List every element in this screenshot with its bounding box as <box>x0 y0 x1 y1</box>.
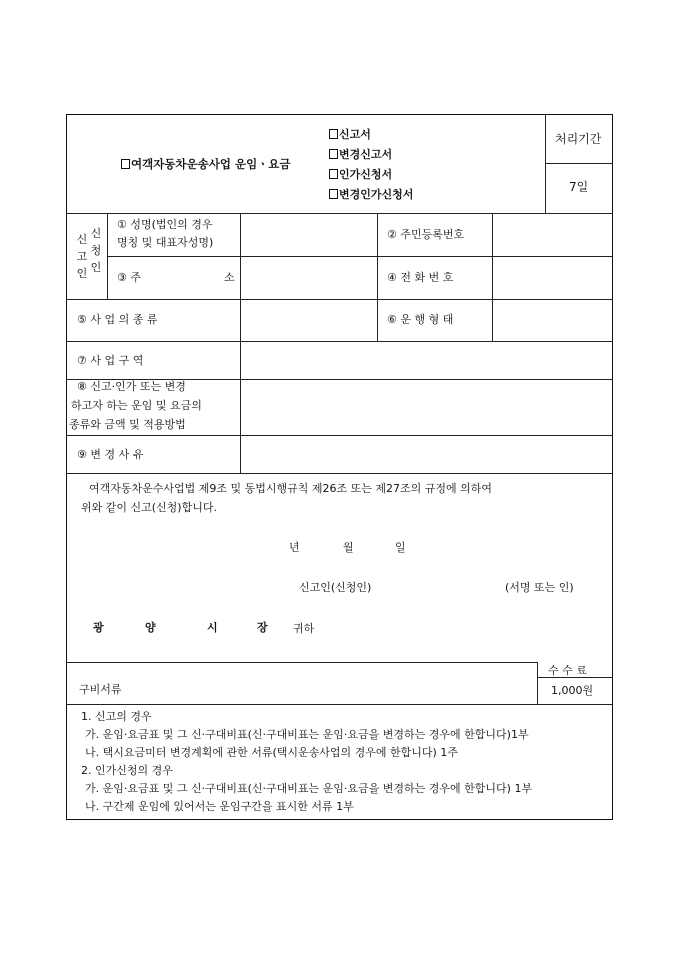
addressee-char-2: 양 <box>145 621 156 634</box>
attachment-item: 나. 택시요금미터 변경계획에 관한 서류(택시운송사업의 경우에 한합니다) 1주 <box>85 746 458 759</box>
right-col-line <box>492 213 493 341</box>
header-bottom-line <box>67 213 612 214</box>
processing-divider <box>545 163 612 164</box>
declaration-line2: 위와 같이 신고(신청)합니다. <box>81 501 217 514</box>
phone-label: ④ 전 화 번 호 <box>387 271 454 284</box>
fee-value: 1,000원 <box>551 684 594 697</box>
type-option-approval: 인가신청서 <box>329 169 392 180</box>
fare-label-line2: 하고자 하는 운임 및 요금의 <box>71 399 202 412</box>
attachments-list-line <box>67 704 612 705</box>
business-type-label: ⑤ 사 업 의 종 류 <box>77 313 158 326</box>
business-area-label: ⑦ 사 업 구 역 <box>77 354 144 367</box>
fare-label-line3: 종류와 금액 및 적용방법 <box>69 418 186 431</box>
approval-checkbox[interactable] <box>329 169 338 179</box>
change-reason-label: ⑨ 변 경 사 유 <box>77 448 144 461</box>
fare-label-line1: ⑧ 신고·인가 또는 변경 <box>77 380 186 393</box>
side-label-apply: 신 청 인 <box>90 227 102 274</box>
attachment-item: 1. 신고의 경우 <box>81 710 152 723</box>
fee-divider <box>537 677 612 678</box>
fee-label: 수 수 료 <box>548 664 587 677</box>
address-label-b: 소 <box>224 271 235 284</box>
attachments-label: 구비서류 <box>79 683 122 696</box>
date-day-label: 일 <box>395 541 406 554</box>
title-checkbox[interactable] <box>121 159 130 169</box>
name-label-line2: 명칭 및 대표자성명) <box>117 236 214 249</box>
label-col-line <box>240 213 241 473</box>
processing-col-line <box>545 115 546 213</box>
side-label-report: 신 고 인 <box>76 233 88 280</box>
type-option-report: 신고서 <box>329 129 371 140</box>
change-approval-checkbox[interactable] <box>329 189 338 199</box>
attachment-item: 가. 운임·요금표 및 그 신·구대비표(신·구대비표는 운임·요금을 변경하는 경우에 한합니다)1부 <box>85 728 529 741</box>
row-divider-9 <box>67 435 612 436</box>
attachment-item: 가. 운임·요금표 및 그 신·구대비표(신·구대비표는 운임·요금을 변경하는 경우에 한합니다) 1부 <box>85 782 533 795</box>
operation-type-label: ⑥ 운 행 형 태 <box>387 313 454 326</box>
date-month-label: 월 <box>343 541 354 554</box>
row-divider-7 <box>67 341 612 342</box>
fee-col-line <box>537 662 538 704</box>
addressee-char-1: 광 <box>93 621 104 634</box>
addressee-char-3: 시 <box>207 621 218 634</box>
report-checkbox[interactable] <box>329 129 338 139</box>
processing-period-label: 처리기간 <box>555 132 602 146</box>
type-option-change-report: 변경신고서 <box>329 149 392 160</box>
signature-or-seal-label: (서명 또는 인) <box>505 581 574 594</box>
declaration-line1: 여객자동차운수사업법 제9조 및 동법시행규칙 제26조 또는 제27조의 규정에 의하여 <box>89 482 492 495</box>
applicant-row-divider <box>107 256 612 257</box>
mid-col-line-b <box>377 299 378 341</box>
addressee-honorific: 귀하 <box>293 622 315 635</box>
type-option-change-approval: 변경인가신청서 <box>329 189 413 200</box>
attachments-top-line <box>67 662 537 663</box>
row-divider-5 <box>67 299 612 300</box>
processing-period-value: 7일 <box>569 180 589 194</box>
date-year-label: 년 <box>289 541 300 554</box>
attachment-item: 2. 인가신청의 경우 <box>81 764 173 777</box>
side-col-line <box>107 213 108 299</box>
mid-col-line-a <box>377 213 378 299</box>
addressee-char-4: 장 <box>257 621 268 634</box>
fare-report-form <box>66 114 613 820</box>
declaration-top-line <box>67 473 612 474</box>
applicant-signature-label: 신고인(신청인) <box>299 581 372 594</box>
form-title: 여객자동차운송사업 운임ㆍ요금 <box>121 159 291 171</box>
change-report-checkbox[interactable] <box>329 149 338 159</box>
name-label-line1: ① 성명(법인의 경우 <box>117 218 213 231</box>
address-label-a: ③ 주 <box>117 271 141 284</box>
resident-no-label: ② 주민등록번호 <box>387 228 465 241</box>
attachment-item: 나. 구간제 운임에 있어서는 운임구간을 표시한 서류 1부 <box>85 800 354 813</box>
